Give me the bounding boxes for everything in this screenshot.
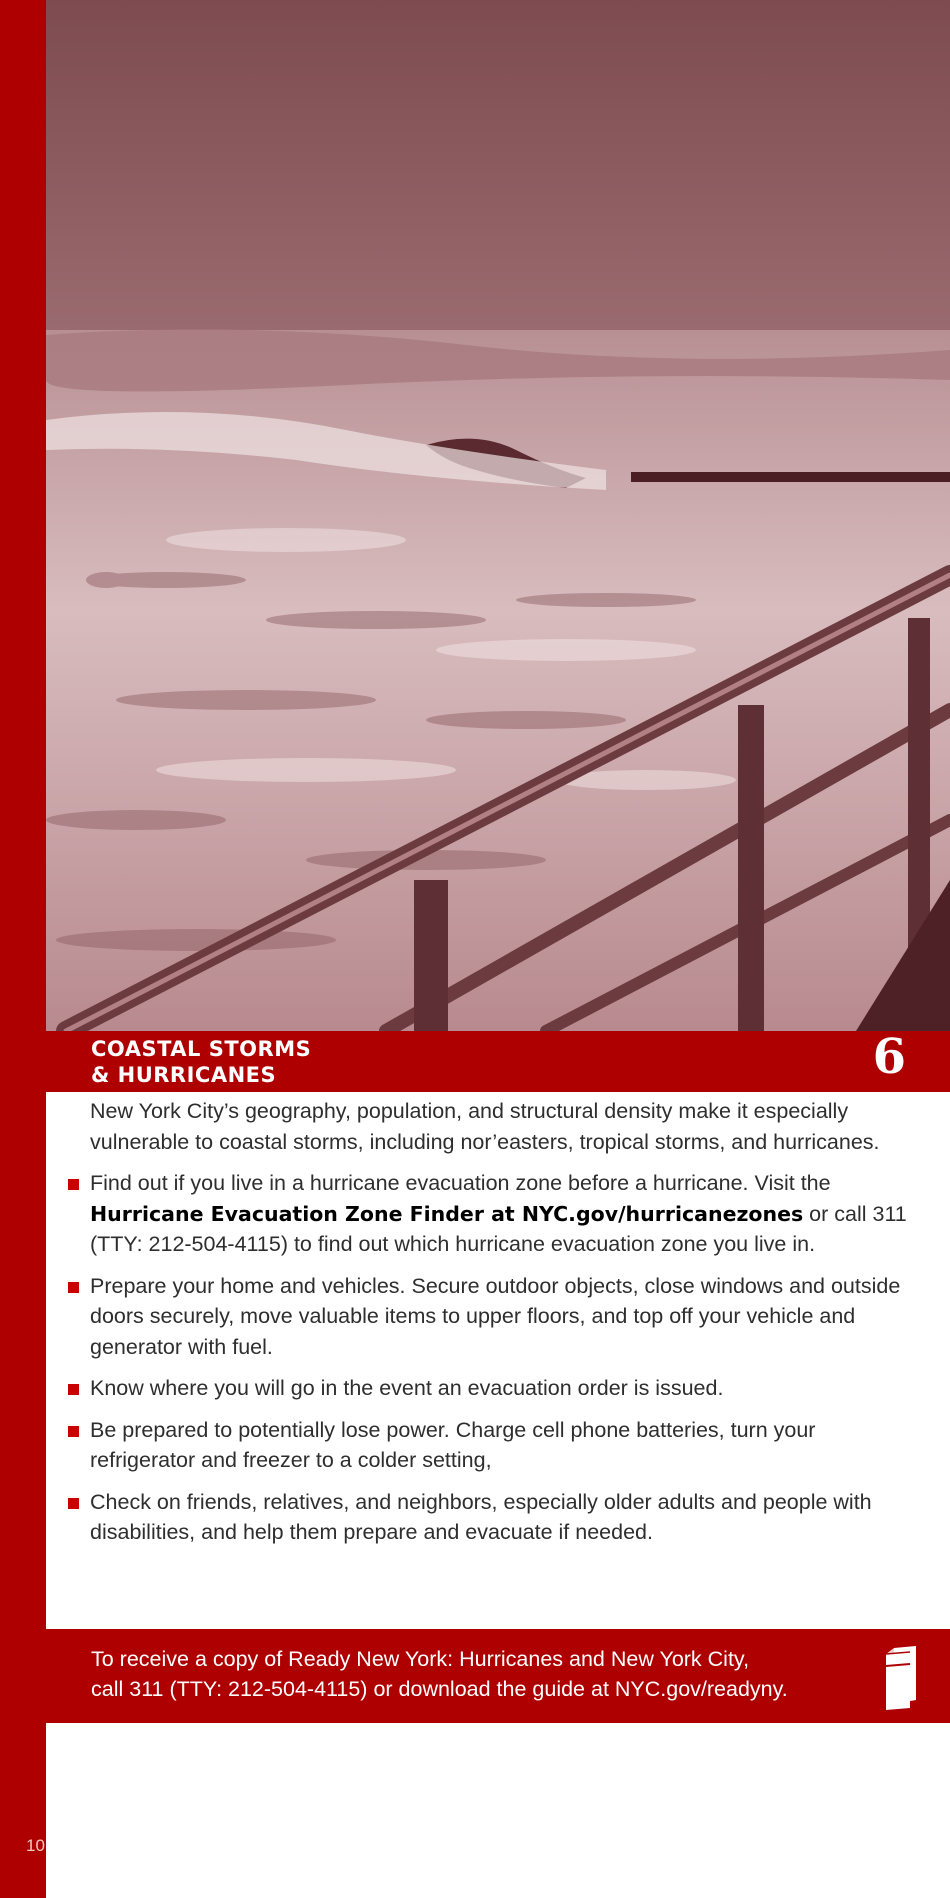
chapter-header [46, 1031, 950, 1092]
bullet-square-icon [68, 1426, 79, 1437]
bullet-square-icon [68, 1179, 79, 1190]
list-item [90, 1415, 910, 1476]
stormy-sea-railing-photo [46, 0, 950, 1031]
list-item [90, 1168, 910, 1260]
bullet-text: Check on friends, relatives, and neighbors, especially older adults and people with disabilities, and help them prepare and evacuate if needed. [90, 1489, 872, 1544]
callout-line2: call 311 (TTY: 212-504-4115) or download the guide at NYC.gov/readyny. [91, 1677, 788, 1701]
left-margin-bar [0, 0, 46, 1898]
callout-line1: To receive a copy of Ready New York: Hurricanes and New York City, [91, 1647, 750, 1671]
bullet-square-icon [68, 1384, 79, 1395]
bullet-text: Be prepared to potentially lose power. Charge cell phone batteries, turn your refrigerator and freezer to a colder setting, [90, 1417, 816, 1472]
intro-paragraph: New York City’s geography, population, and structural density make it especially vulnerable to coastal storms, including nor’easters, tropical storms, and hurricanes. [90, 1099, 880, 1154]
section-title-line2: & HURRICANES [91, 1063, 277, 1087]
tips-list [90, 1168, 910, 1548]
bullet-text-post: or call 311 (TTY: 212-504-4115) to find out which hurricane evacuation zone you live in. [90, 1201, 907, 1256]
bullet-text-pre: Find out if you live in a hurricane evacuation zone before a hurricane. Visit the [90, 1171, 831, 1195]
callout-text [91, 1644, 891, 1704]
list-item [90, 1271, 910, 1363]
list-item [90, 1373, 910, 1404]
chapter-number: 6 [872, 1029, 906, 1085]
section-title [91, 1036, 311, 1088]
book-icon [884, 1646, 918, 1714]
bullet-square-icon [68, 1498, 79, 1509]
section-title-line1: COASTAL STORMS [91, 1037, 312, 1061]
list-item [90, 1487, 910, 1548]
body-content [90, 1096, 910, 1559]
bullet-square-icon [68, 1282, 79, 1293]
bullet-text: Prepare your home and vehicles. Secure outdoor objects, close windows and outside doors securely, move valuable items to upper floors, and top off your vehicle and generator with fuel. [90, 1273, 901, 1359]
ready-ny-callout [46, 1629, 950, 1723]
evacuation-zone-finder-link[interactable]: Hurricane Evacuation Zone Finder at NYC.gov/hurricanezones [90, 1201, 804, 1226]
bullet-text: Know where you will go in the event an evacuation order is issued. [90, 1376, 724, 1400]
page-number: 10 [26, 1836, 45, 1855]
